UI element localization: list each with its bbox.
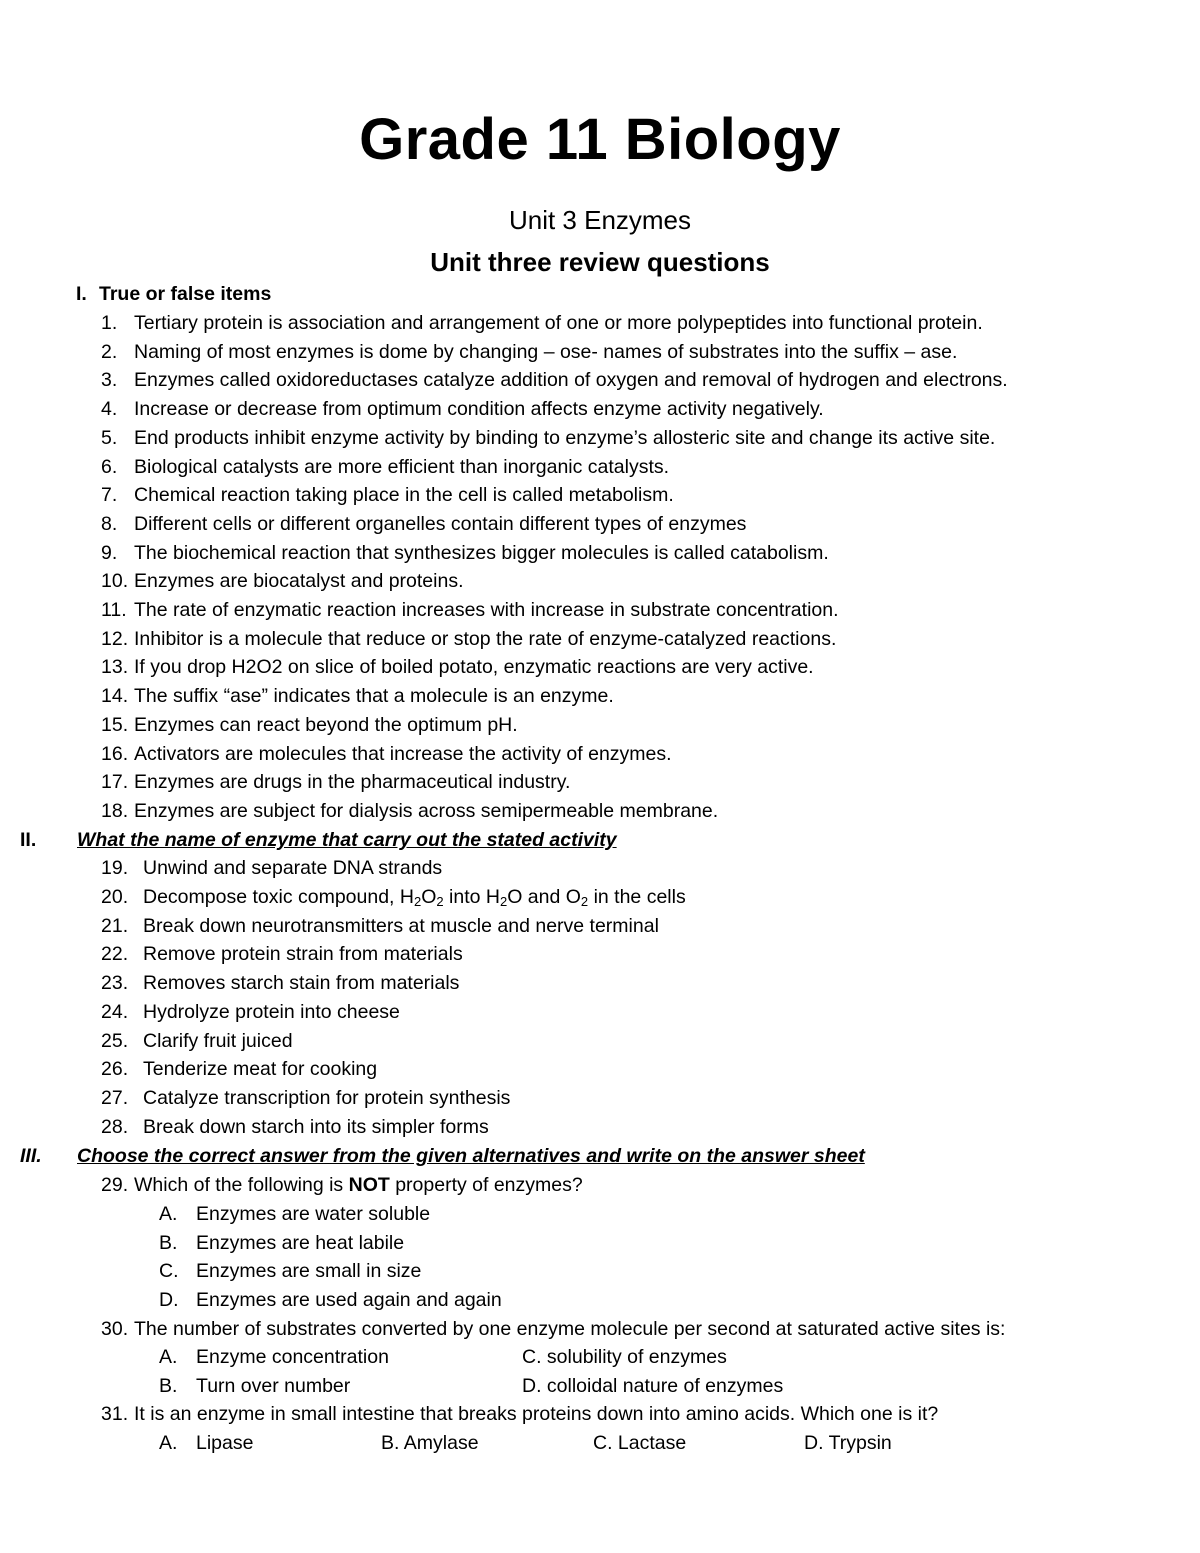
question-number: 29.	[101, 1174, 129, 1196]
item-number: 13.	[101, 656, 129, 679]
option-text: Turn over number	[196, 1375, 351, 1397]
section-1-label: I.	[76, 283, 87, 305]
item-number: 22.	[101, 943, 129, 966]
item-text: Enzymes are biocatalyst and proteins.	[134, 570, 464, 593]
section-3-title: Choose the correct answer from the given alternatives and write on the answer sheet	[77, 1145, 865, 1167]
option-text: Enzyme concentration	[196, 1346, 389, 1368]
question-text-part: property of enzymes?	[389, 1174, 583, 1196]
option-text: B. Amylase	[381, 1432, 479, 1454]
item-text: Break down neurotransmitters at muscle and nerve terminal	[143, 914, 659, 937]
option-letter: A.	[159, 1432, 178, 1454]
subscript: 2	[436, 893, 444, 909]
item-number: 9.	[101, 541, 118, 564]
review-subtitle: Unit three review questions	[430, 247, 770, 277]
section-1-title: True or false items	[99, 283, 272, 305]
option-text: C. Lactase	[593, 1432, 687, 1454]
option-text: C. solubility of enzymes	[522, 1346, 727, 1368]
option-text: Enzymes are heat labile	[196, 1231, 405, 1254]
option-text: D. colloidal nature of enzymes	[522, 1375, 784, 1397]
item-text: Enzymes can react beyond the optimum pH.	[134, 713, 518, 736]
item-text-part: into H	[443, 885, 500, 908]
option-text: D. Trypsin	[804, 1432, 892, 1454]
item-text: Different cells or different organelles contain different types of enzymes	[134, 512, 747, 535]
option-text: Enzymes are water soluble	[196, 1203, 431, 1225]
item-number: 4.	[101, 398, 118, 421]
question-emphasis: NOT	[348, 1174, 390, 1196]
item-number: 19.	[101, 857, 129, 879]
item-text-part: in the cells	[588, 885, 686, 908]
item-number: 21.	[101, 914, 129, 937]
section-2-label: II.	[20, 829, 37, 851]
document-title: Grade 11 Biology	[359, 107, 841, 172]
item-text: Remove protein strain from materials	[143, 943, 463, 966]
item-text: Enzymes called oxidoreductases catalyze addition of oxygen and removal of hydrogen and electrons.	[134, 369, 1008, 392]
item-text	[143, 883, 686, 911]
item-text: Activators are molecules that increase the activity of enzymes.	[134, 742, 672, 765]
item-text: The rate of enzymatic reaction increases with increase in substrate concentration.	[134, 599, 839, 621]
item-number: 18.	[101, 799, 129, 822]
item-text: Enzymes are subject for dialysis across semipermeable membrane.	[134, 799, 719, 822]
option-text: Enzymes are used again and again	[196, 1289, 502, 1312]
section-2-title: What the name of enzyme that carry out the stated activity	[77, 829, 617, 851]
question-text	[134, 1171, 583, 1199]
item-number: 16.	[101, 742, 129, 765]
item-number: 14.	[101, 685, 129, 708]
subscript: 2	[499, 893, 508, 909]
unit-heading: Unit 3 Enzymes	[508, 205, 692, 235]
option-letter: A.	[159, 1203, 178, 1225]
item-text: The biochemical reaction that synthesizes bigger molecules is called catabolism.	[134, 541, 829, 564]
item-number: 20.	[101, 885, 129, 908]
item-text-part: O and O	[507, 885, 581, 908]
item-number: 5.	[101, 426, 118, 449]
item-number: 25.	[101, 1029, 129, 1052]
question-text: It is an enzyme in small intestine that breaks proteins down into amino acids. Which one is it?	[134, 1403, 939, 1425]
item-text: Unwind and separate DNA strands	[143, 857, 443, 879]
subscript: 2	[413, 893, 422, 909]
item-text-part: O	[421, 885, 437, 908]
item-number: 7.	[101, 484, 118, 507]
item-text-part: Decompose toxic compound, H	[143, 885, 414, 908]
section-3-label: III.	[20, 1145, 42, 1167]
question-number: 30.	[101, 1318, 129, 1340]
item-number: 24.	[101, 1000, 129, 1023]
item-number: 12.	[101, 627, 129, 650]
option-letter: C.	[159, 1260, 179, 1283]
item-number: 3.	[101, 369, 118, 392]
item-number: 26.	[101, 1058, 129, 1081]
item-text: If you drop H2O2 on slice of boiled potato, enzymatic reactions are very active.	[134, 656, 814, 679]
item-text: Clarify fruit juiced	[143, 1029, 293, 1052]
item-text: Tertiary protein is association and arrangement of one or more polypeptides into functional protein.	[134, 312, 983, 334]
item-text: Tenderize meat for cooking	[143, 1058, 378, 1081]
question-number: 31.	[101, 1403, 129, 1425]
option-letter: B.	[159, 1375, 178, 1397]
item-number: 8.	[101, 512, 118, 535]
item-number: 17.	[101, 771, 129, 794]
item-text: Naming of most enzymes is dome by changing – ose- names of substrates into the suffix – ase.	[134, 340, 958, 363]
item-text: Inhibitor is a molecule that reduce or stop the rate of enzyme-catalyzed reactions.	[134, 627, 837, 650]
item-number: 2.	[101, 340, 118, 363]
item-text: Hydrolyze protein into cheese	[143, 1000, 400, 1023]
item-number: 28.	[101, 1115, 129, 1138]
option-text: Enzymes are small in size	[196, 1260, 422, 1283]
item-number: 27.	[101, 1087, 129, 1109]
item-text: Chemical reaction taking place in the cell is called metabolism.	[134, 484, 674, 507]
item-number: 10.	[101, 570, 129, 593]
option-letter: B.	[159, 1231, 178, 1254]
item-text: Break down starch into its simpler forms	[143, 1115, 489, 1138]
question-text: The number of substrates converted by one enzyme molecule per second at saturated active sites is:	[134, 1318, 1006, 1340]
item-text: Enzymes are drugs in the pharmaceutical industry.	[134, 771, 571, 794]
item-number: 15.	[101, 713, 129, 736]
item-number: 6.	[101, 455, 118, 478]
subscript: 2	[580, 893, 589, 909]
question-text-part: Which of the following is	[134, 1174, 349, 1196]
item-number: 1.	[101, 312, 118, 334]
option-text: Lipase	[196, 1432, 254, 1454]
item-number: 11.	[101, 599, 127, 621]
option-letter: D.	[159, 1289, 179, 1312]
item-text: The suffix “ase” indicates that a molecule is an enzyme.	[134, 685, 614, 708]
item-text: Removes starch stain from materials	[143, 972, 460, 994]
item-text: End products inhibit enzyme activity by binding to enzyme’s allosteric site and change its active site.	[134, 426, 996, 449]
item-text: Catalyze transcription for protein synthesis	[143, 1087, 511, 1109]
item-text: Increase or decrease from optimum condition affects enzyme activity negatively.	[134, 398, 824, 421]
option-letter: A.	[159, 1346, 178, 1368]
item-number: 23.	[101, 972, 129, 994]
item-text: Biological catalysts are more efficient than inorganic catalysts.	[134, 455, 670, 478]
